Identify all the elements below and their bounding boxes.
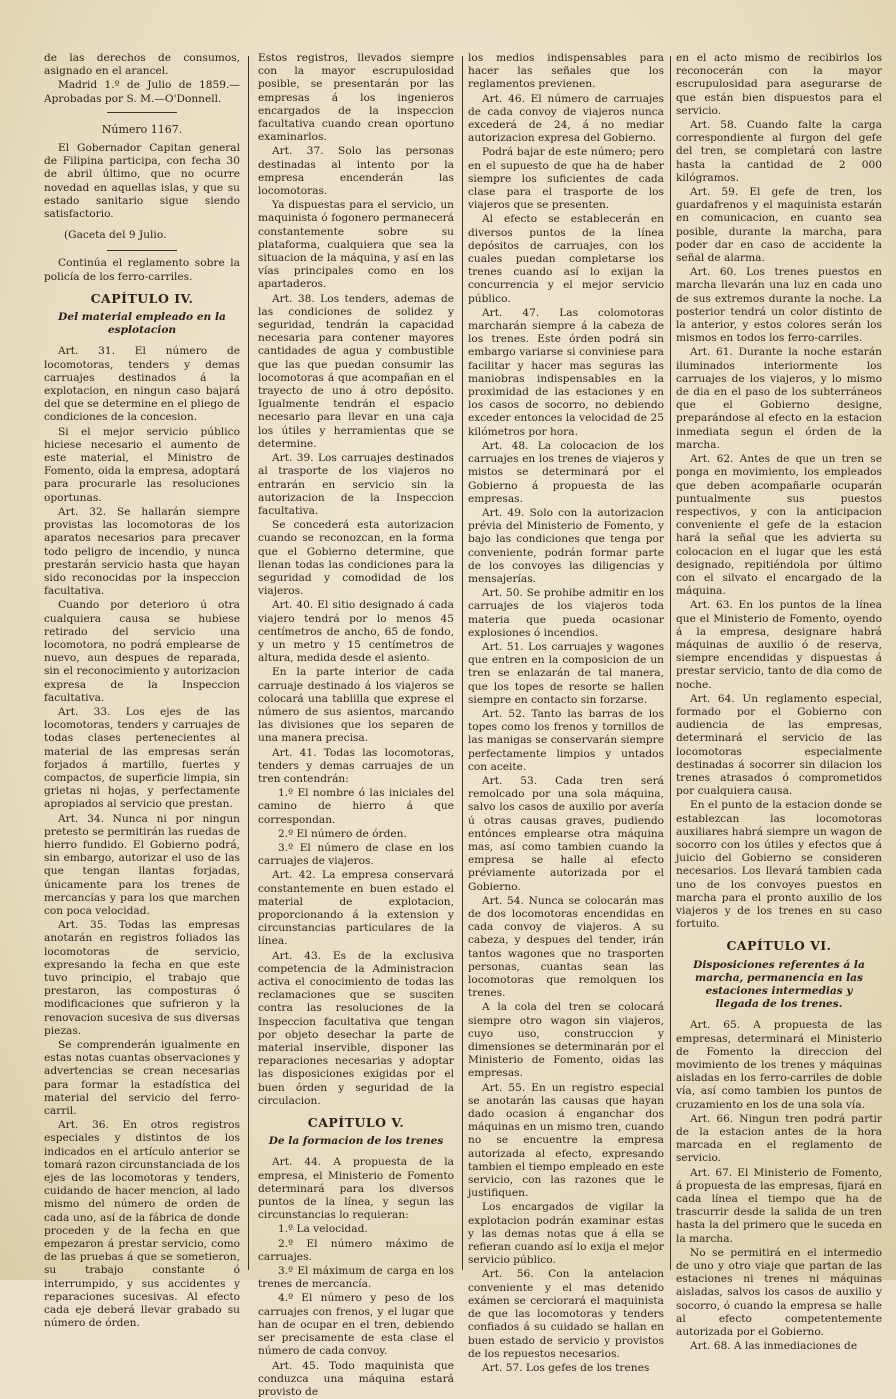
chapter-subtitle: De la formacion de los trenes	[266, 1135, 446, 1148]
list-item: 2.º El número máximo de carruajes.	[258, 1238, 454, 1264]
article: Ya dispuestas para el servicio, un maquinista ó fogonero permanecerá constantemente sobre su plataforma, cualquiera que sea la situacion de la máquina, y así en las vías principales como en los apartaderos.	[258, 199, 454, 291]
article: Art. 36. En otros registros especiales y distintos de los indicados en el artículo anterior se tomará razon circunstanciada de los ejes de las locomotoras y tenders, cuidando de hacer mencion, al lado mismo del número de orden de cada uno, así de la fábrica de donde proceden y de la fecha en que empezaron á prestar servicio, como de las pruebas á que se sometieron, su trabajo constante ó interrumpido, y sus accidentes y reparaciones sucesivas. Al efecto cada eje deberá llevar grabado su número de órden.	[44, 1119, 240, 1330]
article: Art. 60. Los trenes puestos en marcha llevarán una luz en cada uno de sus extremos durante la noche. La posterior tendrá un color distinto de la anterior, y estos colores serán los mismos en todos los ferro-carriles.	[676, 266, 882, 345]
column-rule	[248, 56, 249, 1270]
article: Art. 65. A propuesta de las empresas, determinará el Ministerio de Fomento la direccion del movimiento de los trenes y máquinas aisladas en los ferro-carriles de doble vía, así como tambien los puntos de cruzamiento en los de una sola vía.	[676, 1019, 882, 1111]
list-item: 2.º El número de órden.	[258, 828, 454, 841]
chapter-title: CAPÍTULO VI.	[676, 939, 882, 952]
article: Art. 41. Todas las locomotoras, tenders y demas carruajes de un tren contendrán:	[258, 747, 454, 787]
article: Art. 38. Los tenders, ademas de las condiciones de solidez y seguridad, tendrán la capacidad necesaria para contener mayores cantidades de agua y combustible que las que puedan consumir las locomotoras á que acompañan en el trayecto de uno á otro depósito. Igualmente tendrán el espacio necesario para llevar en una caja los útiles y herramientas que se determine.	[258, 293, 454, 451]
list-item: 3.º El máximum de carga en los trenes de mercancía.	[258, 1265, 454, 1291]
list-item: 1.º El nombre ó las iniciales del camino de hierro á que correspondan.	[258, 787, 454, 827]
article: Art. 32. Se hallarán siempre provistas las locomotoras de los aparatos necesarios para precaver todo peligro de incendio, y nunca prestarán servicio hasta que hayan sido reconocidas por la inspeccion facultativa.	[44, 506, 240, 598]
article: Art. 42. La empresa conservará constantemente en buen estado el material de explotacion, proporcionando á la extension y circunstancias particulares de la línea.	[258, 869, 454, 948]
list-item: 4.º El número y peso de los carruajes con frenos, y el lugar que han de ocupar en el tren, debiendo ser precisamente de esta clase el número de cada convoy.	[258, 1292, 454, 1358]
article: Art. 61. Durante la noche estarán iluminados interiormente los carruajes de los viajeros, y lo mismo de dia en el paso de los subterráneos que el Gobierno designe, preparándose al efecto en la estacion inmediata segun el órden de la marcha.	[676, 346, 882, 452]
article: Art. 63. En los puntos de la línea que el Ministerio de Fomento, oyendo á la empresa, designare habrá máquinas de auxilio ó de reserva, siempre encendidas y dispuestas á prestar servicio, tanto de dia como de noche.	[676, 599, 882, 691]
article: En la parte interior de cada carruaje destinado á los viajeros se colocará una tablilla que exprese el número de sus asientos, marcando las divisiones que los separen de una manera precisa.	[258, 666, 454, 745]
paragraph: Estos registros, llevados siempre con la mayor escrupulosidad posible, se presentarán por las empresas á los ingenieros encargados de la inspeccion facultativa cuando crean oportuno examinarlos.	[258, 52, 454, 144]
article: Art. 48. La colocacion de los carruajes en los trenes de viajeros y mistos se determinará por el Gobierno á propuesta de las empresas.	[468, 440, 664, 506]
divider	[107, 250, 177, 251]
column-1	[44, 52, 240, 1274]
article: Art. 58. Cuando falte la carga correspondiente al furgon del gefe del tren, se completará con lastre hasta la cantidad de 2 000 kilógramos.	[676, 119, 882, 185]
article: Art. 50. Se prohibe admitir en los carruajes de los viajeros toda materia que pueda ocasionar explosiones ó incendios.	[468, 587, 664, 640]
article: En el punto de la estacion donde se establezcan las locomotoras auxiliares habrá siempre un wagon de socorro con los útiles y efectos que á juicio del Gobierno se consideren necesarios. Los llevará tambien cada uno de los convoyes puestos en marcha para el pronto auxilio de los viajeros y de los trenes en su caso fortuito.	[676, 799, 882, 931]
article: Art. 47. Las colomotoras marcharán siempre á la cabeza de los trenes. Este órden podrá sin embargo variarse si conviniese para facilitar y hacer mas seguras las maniobras indispensables en la proximidad de las estaciones y en los casos de socorro, no debiendo exceder entonces la velocidad de 25 kilómetros por hora.	[468, 307, 664, 439]
list-item: 3.º El número de clase en los carruajes de viajeros.	[258, 842, 454, 868]
article: Art. 53. Cada tren será remolcado por una sola máquina, salvo los casos de auxilio por avería ú otras causas graves, pudiendo entónces emplearse otra máquina mas, así como tambien cuando la empresa se halle al efecto préviamente autorizada por el Gobierno.	[468, 775, 664, 894]
article: Art. 44. A propuesta de la empresa, el Ministerio de Fomento determinará para los diversos puntos de la línea, y segun las circunstancias lo requieran:	[258, 1156, 454, 1222]
article: Art. 54. Nunca se colocarán mas de dos locomotoras encendidas en cada convoy de viajeros. A su cabeza, y despues del tender, irán tantos wagones que no trasporten personas, cuantas sean las locomotoras que remolquen los trenes.	[468, 895, 664, 1001]
article: Art. 49. Solo con la autorizacion prévia del Ministerio de Fomento, y bajo las condiciones que tenga por conveniente, podrán formar parte de los convoyes las diligencias y mensajerías.	[468, 507, 664, 586]
article: Art. 40. El sitio designado á cada viajero tendrá por lo menos 45 centímetros de ancho, 65 de fondo, y un metro y 15 centímetros de altura, medida desde el asiento.	[258, 599, 454, 665]
article: Se comprenderán igualmente en estas notas cuantas observaciones y advertencias se crean necesarias para formar la estadística del material del servicio del ferro-carril.	[44, 1039, 240, 1118]
column-4	[676, 52, 882, 1274]
article: Art. 68. A las inmediaciones de	[676, 1340, 882, 1353]
decree-number: Número 1167.	[44, 123, 240, 136]
article: No se permitirá en el intermedio de uno y otro viaje que partan de las estaciones ni trenes ni máquinas aisladas, salvos los casos de auxilio y socorro, ó cuando la empresa se halle al efecto competentemente autorizada por el Gobierno.	[676, 1247, 882, 1339]
column-rule	[462, 56, 463, 1270]
article: Art. 31. El número de locomotoras, tenders y demas carruajes destinados á la explotacion, en ningun caso bajará del que se determine en el pliego de condiciones de la concesion.	[44, 345, 240, 424]
article: Art. 34. Nunca ni por ningun pretesto se permitirán las ruedas de hierro fundido. El Gobierno podrá, sin embargo, autorizar el uso de las que tengan llantas forjadas, únicamente para los trenes de mercancías y para los que marchen con poca velocidad.	[44, 813, 240, 919]
paragraph: El Gobernador Capitan general de Filipina participa, con fecha 30 de abril último, que no ocurre novedad en aquellas islas, y que su estado sanitario sigue siendo satisfactorio.	[44, 142, 240, 221]
column-rule	[670, 56, 671, 1270]
article: Podrá bajar de este número; pero en el supuesto de que ha de haber siempre los suficientes de cada clase para el trasporte de los viajeros que se presenten.	[468, 146, 664, 212]
chapter-title: CAPÍTULO V.	[258, 1116, 454, 1129]
article: Art. 37. Solo las personas destinadas al intento por la empresa encenderán las locomotoras.	[258, 145, 454, 198]
article: A la cola del tren se colocará siempre otro wagon sin viajeros, cuyo uso, construccion y dimensiones se determinarán por el Ministerio de Fomento, oidas las empresas.	[468, 1001, 664, 1080]
paragraph: los medios indispensables para hacer las señales que los reglamentos previenen.	[468, 52, 664, 92]
article: Art. 35. Todas las empresas anotarán en registros foliados las locomotoras de servicio, expresando la fecha en que este tuvo principio, el trabajo que prestaron, las composturas ó modificaciones que sufrieron y la renovacion sucesiva de sus diversas piezas.	[44, 919, 240, 1038]
article: Art. 66. Ningun tren podrá partir de la estacion antes de la hora marcada en el reglamento de servicio.	[676, 1113, 882, 1166]
article: Al efecto se establecerán en diversos puntos de la línea depósitos de carruajes, con los cuales puedan completarse los trenes cuando así lo exijan la concurrencia y el mejor servicio público.	[468, 213, 664, 305]
article: Art. 62. Antes de que un tren se ponga en movimiento, los empleados que deben acompañarle ocuparán puntualmente sus puestos respectivos, y con la anticipacion conveniente el gefe de la estacion hará la señal que les advierta su colocacion en el lugar que les está designado, repitiéndola por último con el silvato el encargado de la máquina.	[676, 453, 882, 598]
article: Art. 57. Los gefes de los trenes	[468, 1362, 664, 1375]
article: Se concederá esta autorizacion cuando se reconozcan, en la forma que el Gobierno determine, que llenan todas las condiciones para la seguridad y comodidad de los viajeros.	[258, 519, 454, 598]
signature-line: Madrid 1.º de Julio de 1859.—Aprobadas por S. M.—O'Donnell.	[44, 79, 240, 105]
article: Art. 43. Es de la exclusiva competencia de la Administracion activa el conocimiento de todas las reclamaciones que se susciten contra las resoluciones de la Inspeccion facultativa que tengan por objeto desechar la parte de material inservible, disponer las reparaciones necesarias y adoptar las disposiciones exigidas por el buen órden y seguridad de la circulacion.	[258, 950, 454, 1108]
chapter-subtitle: Disposiciones referentes á la marcha, permanencia en las estaciones intermedias y llegada de los trenes.	[684, 959, 874, 1012]
article: Art. 56. Con la antelacion conveniente y el mas detenido exámen se cerciorará el maquinista de que las locomotoras y tenders confiados á su cuidado se hallan en buen estado de servicio y provistos de los repuestos necesarios.	[468, 1268, 664, 1360]
article: Si el mejor servicio público hiciese necesario el aumento de este material, el Ministro de Fomento, oida la empresa, adoptará para procurarle las resoluciones oportunas.	[44, 426, 240, 505]
article: Los encargados de vigilar la explotacion podrán examinar estas y las demas notas que á ella se refieran cuando así lo exija el mejor servicio público.	[468, 1201, 664, 1267]
list-item: 1.º La velocidad.	[258, 1223, 454, 1236]
article: Cuando por deterioro ú otra cualquiera causa se hubiese retirado del servicio una locomotora, no podrá emplearse de nuevo, aun despues de reparada, sin el reconocimiento y autorizacion expresa de la Inspeccion facultativa.	[44, 599, 240, 705]
source-note: (Gaceta del 9 Julio.	[44, 229, 240, 242]
article: Art. 39. Los carruajes destinados al trasporte de los viajeros no entrarán en servicio sin la autorizacion de la Inspeccion facultativa.	[258, 452, 454, 518]
article: Art. 51. Los carruajes y wagones que entren en la composicion de un tren se enlazarán de tal manera, que los topes de resorte se hallen siempre en contacto sin forzarse.	[468, 641, 664, 707]
article: Art. 33. Los ejes de las locomotoras, tenders y carruajes de todas clases pertenecientes al material de las empresas serán forjados á martillo, fuertes y compactos, de superficie limpia, sin grietas ni hojas, y perfectamente apropiados al servicio que prestan.	[44, 706, 240, 812]
article: Art. 59. El gefe de tren, los guardafrenos y el maquinista estarán en comunicacion, en cuanto sea posible, durante la marcha, para poder dar en caso de accidente la señal de alarma.	[676, 186, 882, 265]
article: Art. 55. En un registro especial se anotarán las causas que hayan dado ocasion á enganchar dos máquinas en un mismo tren, cuando no se encuentre la empresa autorizada al efecto, expresando tambien el tiempo empleado en este servicio, con las razones que le justifiquen.	[468, 1082, 664, 1201]
article: Art. 64. Un reglamento especial, formado por el Gobierno con audiencia de las empresas, determinará el servicio de las locomotoras especialmente destinadas á socorrer sin dilacion los trenes atrasados ó comprometidos por cualquiera causa.	[676, 693, 882, 799]
article: Art. 52. Tanto las barras de los topes como los frenos y tornillos de las manigas se conservarán siempre perfectamente limpios y untados con aceite.	[468, 708, 664, 774]
column-3	[468, 52, 664, 1274]
paragraph: en el acto mismo de recibirlos los reconocerán con la mayor escrupulosidad para asegurarse de que están bien dispuestos para el servicio.	[676, 52, 882, 118]
article: Art. 45. Todo maquinista que conduzca una máquina estará provisto de	[258, 1360, 454, 1399]
section-intro: Continúa el reglamento sobre la policía de los ferro-carriles.	[44, 257, 240, 283]
article: Art. 67. El Ministerio de Fomento, á propuesta de las empresas, fijará en cada línea el tiempo que ha de trascurrir desde la salida de un tren hasta la del primero que le suceda en la marcha.	[676, 1167, 882, 1246]
chapter-title: CAPÍTULO IV.	[44, 292, 240, 305]
divider	[107, 112, 177, 113]
column-2	[258, 52, 454, 1274]
article: Art. 46. El número de carruajes de cada convoy de viajeros nunca excederá de 24, á no mediar autorizacion expresa del Gobierno.	[468, 93, 664, 146]
chapter-subtitle: Del material empleado en la esplotacion	[52, 311, 232, 337]
paragraph: de las derechos de consumos, asignado en el arancel.	[44, 52, 240, 78]
